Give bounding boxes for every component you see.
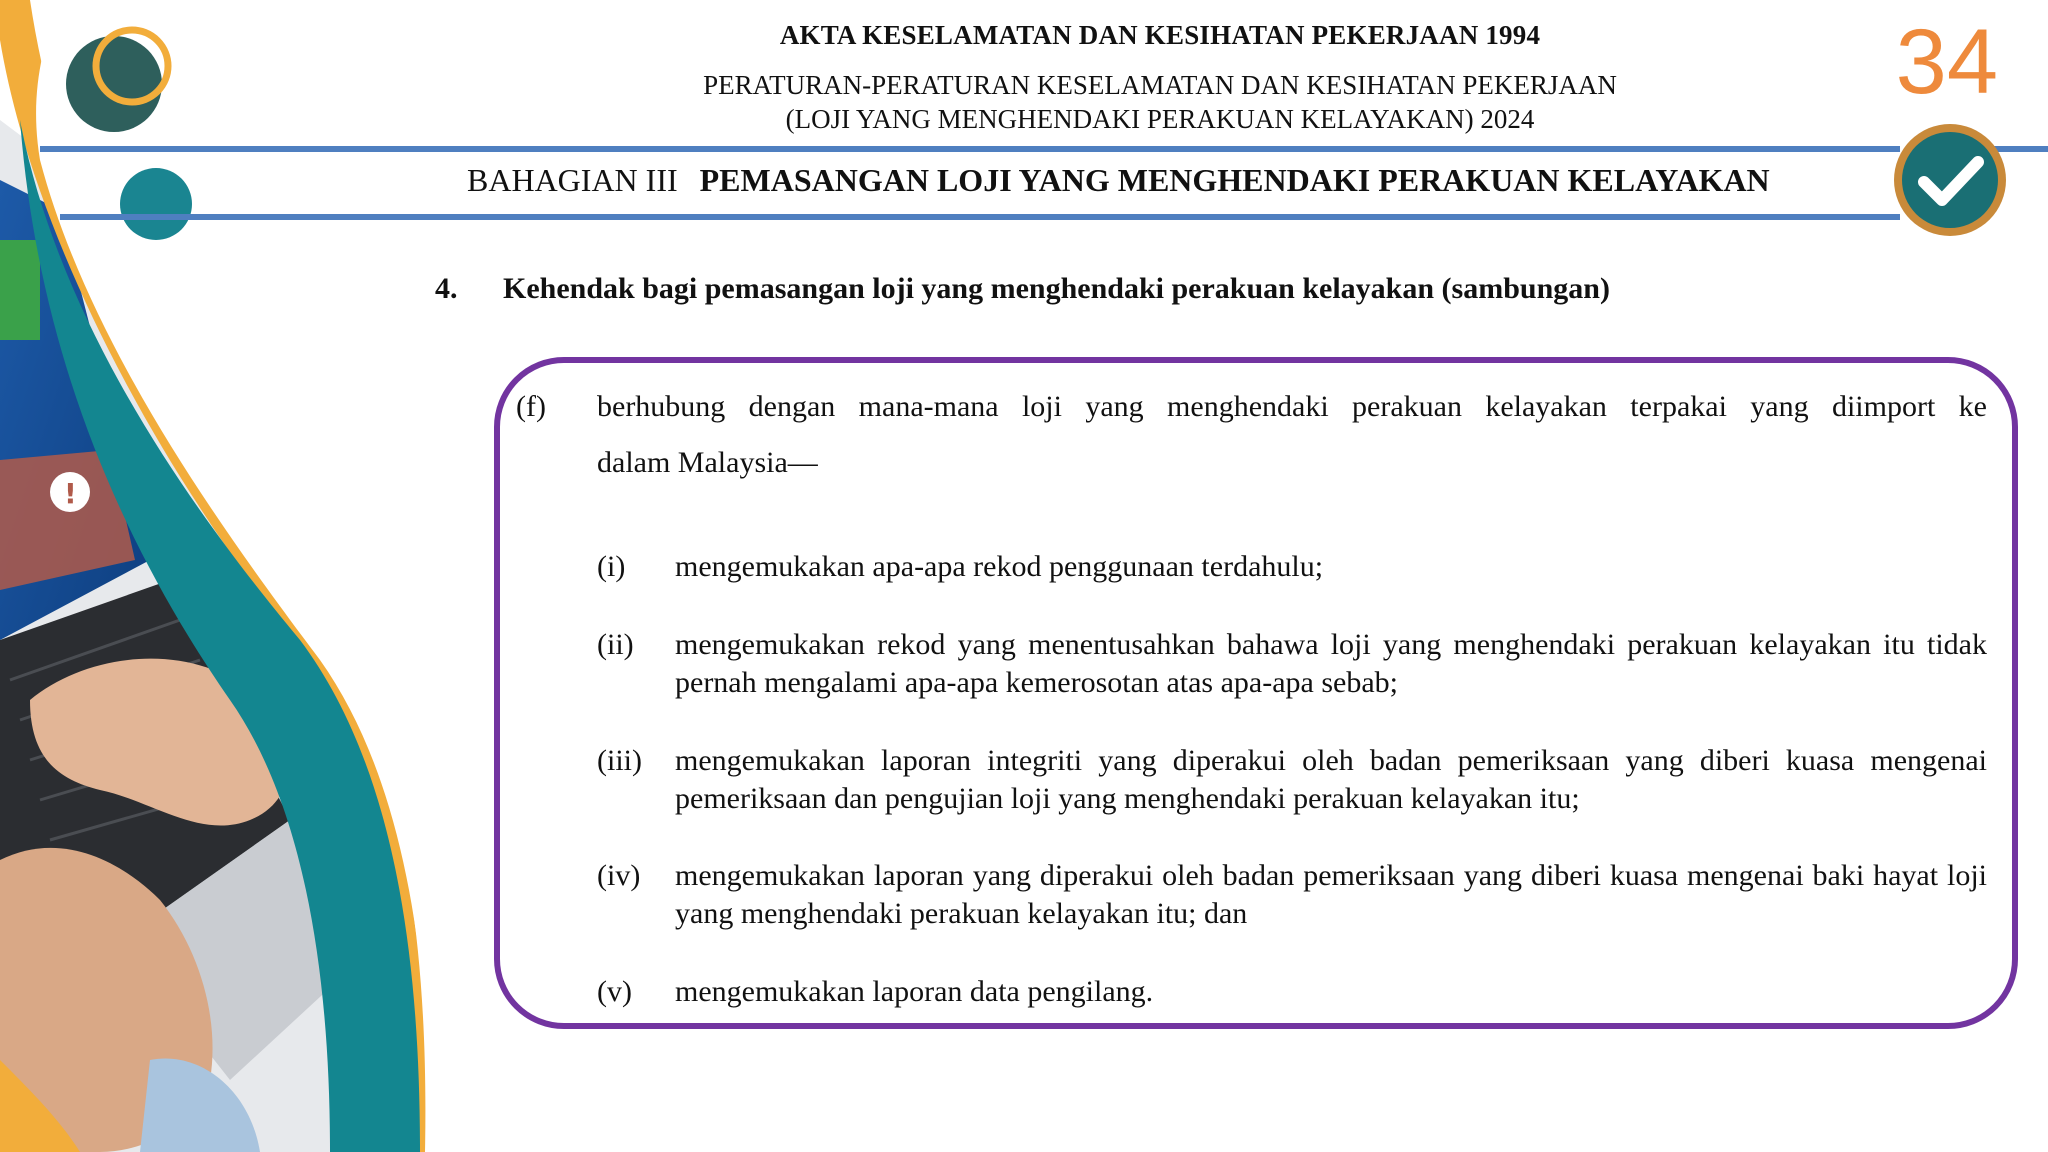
header-divider-bottom: [60, 214, 1900, 220]
item-f-text-line-1: berhubung dengan mana-mana loji yang menghendaki perakuan kelayakan terpakai yang diimport ke: [597, 390, 1987, 423]
subitem-text: mengemukakan laporan yang diperakui oleh badan pemeriksaan yang diberi kuasa mengenai baki hayat loji yang menghendaki perakuan kelayakan itu; dan: [675, 859, 1987, 930]
subitem-text: mengemukakan laporan data pengilang.: [675, 975, 1154, 1008]
header-divider-top: [40, 146, 1900, 152]
section-heading: [435, 272, 1610, 306]
section-title: Kehendak bagi pemasangan loji yang menghendaki perakuan kelayakan (sambungan): [503, 272, 1610, 305]
act-title: AKTA KESELAMATAN DAN KESIHATAN PEKERJAAN 1994: [779, 20, 1541, 50]
subitem-label: (i): [597, 550, 626, 583]
regulation-title-line-1: PERATURAN-PERATURAN KESELAMATAN DAN KESIHATAN PEKERJAAN: [703, 70, 1617, 100]
part-label: BAHAGIAN III: [467, 162, 678, 198]
subitem-label: (ii): [597, 628, 634, 661]
item-f-label: (f): [516, 390, 546, 423]
part-heading: [467, 162, 1770, 199]
left-decorative-photo: [0, 0, 440, 1152]
part-title: PEMASANGAN LOJI YANG MENGHENDAKI PERAKUAN KELAYAKAN: [699, 162, 1770, 198]
subitem-text: mengemukakan rekod yang menentusahkan bahawa loji yang menghendaki perakuan kelayakan itu tidak pernah mengalami apa-apa kemerosotan atas apa-apa sebab;: [675, 628, 1987, 699]
decorative-circles: [60, 20, 190, 140]
page-number: 34: [1895, 11, 1998, 113]
subitem-text: mengemukakan laporan integriti yang diperakui oleh badan pemeriksaan yang diberi kuasa mengenai pemeriksaan dan pengujian loji yang menghendaki perakuan kelayakan itu;: [675, 744, 1987, 815]
decorative-dot: [120, 168, 192, 240]
item-f-text-line-2: dalam Malaysia—: [597, 446, 818, 479]
check-icon: [1892, 122, 2008, 238]
subitem-label: (v): [597, 975, 632, 1008]
section-number: 4.: [435, 272, 458, 305]
subitem-text: mengemukakan apa-apa rekod penggunaan terdahulu;: [675, 550, 1324, 583]
svg-text:!: !: [64, 477, 77, 510]
regulation-title-line-2: (LOJI YANG MENGHENDAKI PERAKUAN KELAYAKAN) 2024: [785, 104, 1535, 134]
subitem-label: (iii): [597, 744, 642, 777]
subitem-label: (iv): [597, 859, 641, 892]
